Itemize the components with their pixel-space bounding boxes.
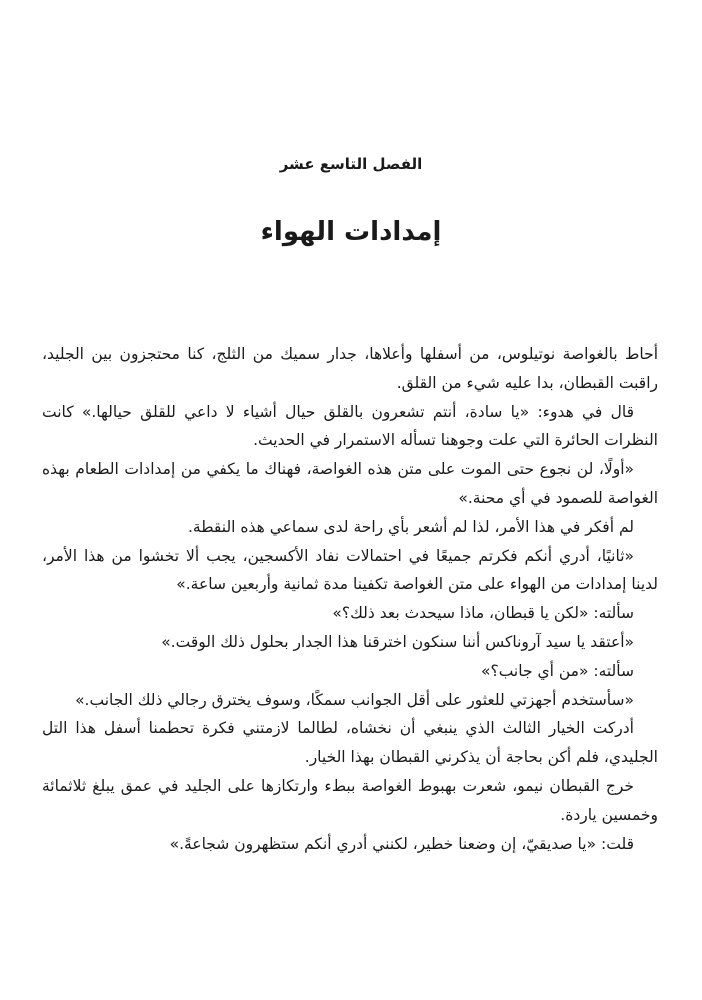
paragraph-9: «سأستخدم أجهزتي للعثور على أقل الجوانب سمكًا، وسوف يخترق رجالي ذلك الجانب.» — [75, 690, 634, 709]
paragraph-8: سألته: «من أي جانب؟» — [481, 661, 634, 680]
paragraph-3: «أولًا، لن نجوع حتى الموت على متن هذه الغواصة، فهناك ما يكفي من إمدادات الطعام بهذه الغواصة للصمود في أي محنة.» — [42, 460, 658, 507]
chapter-body — [42, 340, 658, 858]
paragraph-1: أحاط بالغواصة نوتيلوس، من أسفلها وأعلاها، جدار سميك من الثلج، كنا محتجزون بين الجليد، راقبت القبطان، بدا عليه شيء من القلق. — [42, 345, 658, 392]
paragraph-7: «أعتقد يا سيد آروناكس أننا سنكون اخترقنا هذا الجدار بحلول ذلك الوقت.» — [161, 632, 634, 651]
paragraph-11: خرج القبطان نيمو، شعرت بهبوط الغواصة ببطء وارتكازها على الجليد في عمق يبلغ ثلاثمائة وخمسين ياردة. — [42, 776, 658, 824]
chapter-number: الفصل التاسع عشر — [279, 155, 423, 173]
paragraph-5: «ثانيًا، أدري أنكم فكرتم جميعًا في احتمالات نفاد الأكسجين، يجب ألا تخشوا من هذا الأمر، لدينا إمدادات من الهواء على متن الغواصة تكفينا مدة ثمانية وأربعين ساعة.» — [42, 546, 658, 594]
paragraph-10: أدركت الخيار الثالث الذي ينبغي أن نخشاه، لطالما لازمتني فكرة تحطمنا أسفل هذا التل الجليدي، فلم أكن بحاجة أن يذكرني القبطان بهذا الخيار. — [42, 719, 658, 767]
paragraph-12: قلت: «يا صديقيّ، إن وضعنا خطير، لكنني أدري أنكم ستظهرون شجاعةً.» — [169, 834, 634, 853]
paragraph-2: قال في هدوء: «يا سادة، أنتم تشعرون بالقلق حيال أشياء لا داعي للقلق حيالها.» كانت النظرات الحائرة التي علت وجوهنا تسأله الاستمرار في الحديث. — [42, 402, 658, 450]
paragraph-4: لم أفكر في هذا الأمر، لذا لم أشعر بأي راحة لدى سماعي هذه النقطة. — [187, 517, 634, 536]
paragraph-6: سألته: «لكن يا قبطان، ماذا سيحدث بعد ذلك؟» — [332, 604, 634, 623]
chapter-title: إمدادات الهواء — [260, 217, 442, 247]
